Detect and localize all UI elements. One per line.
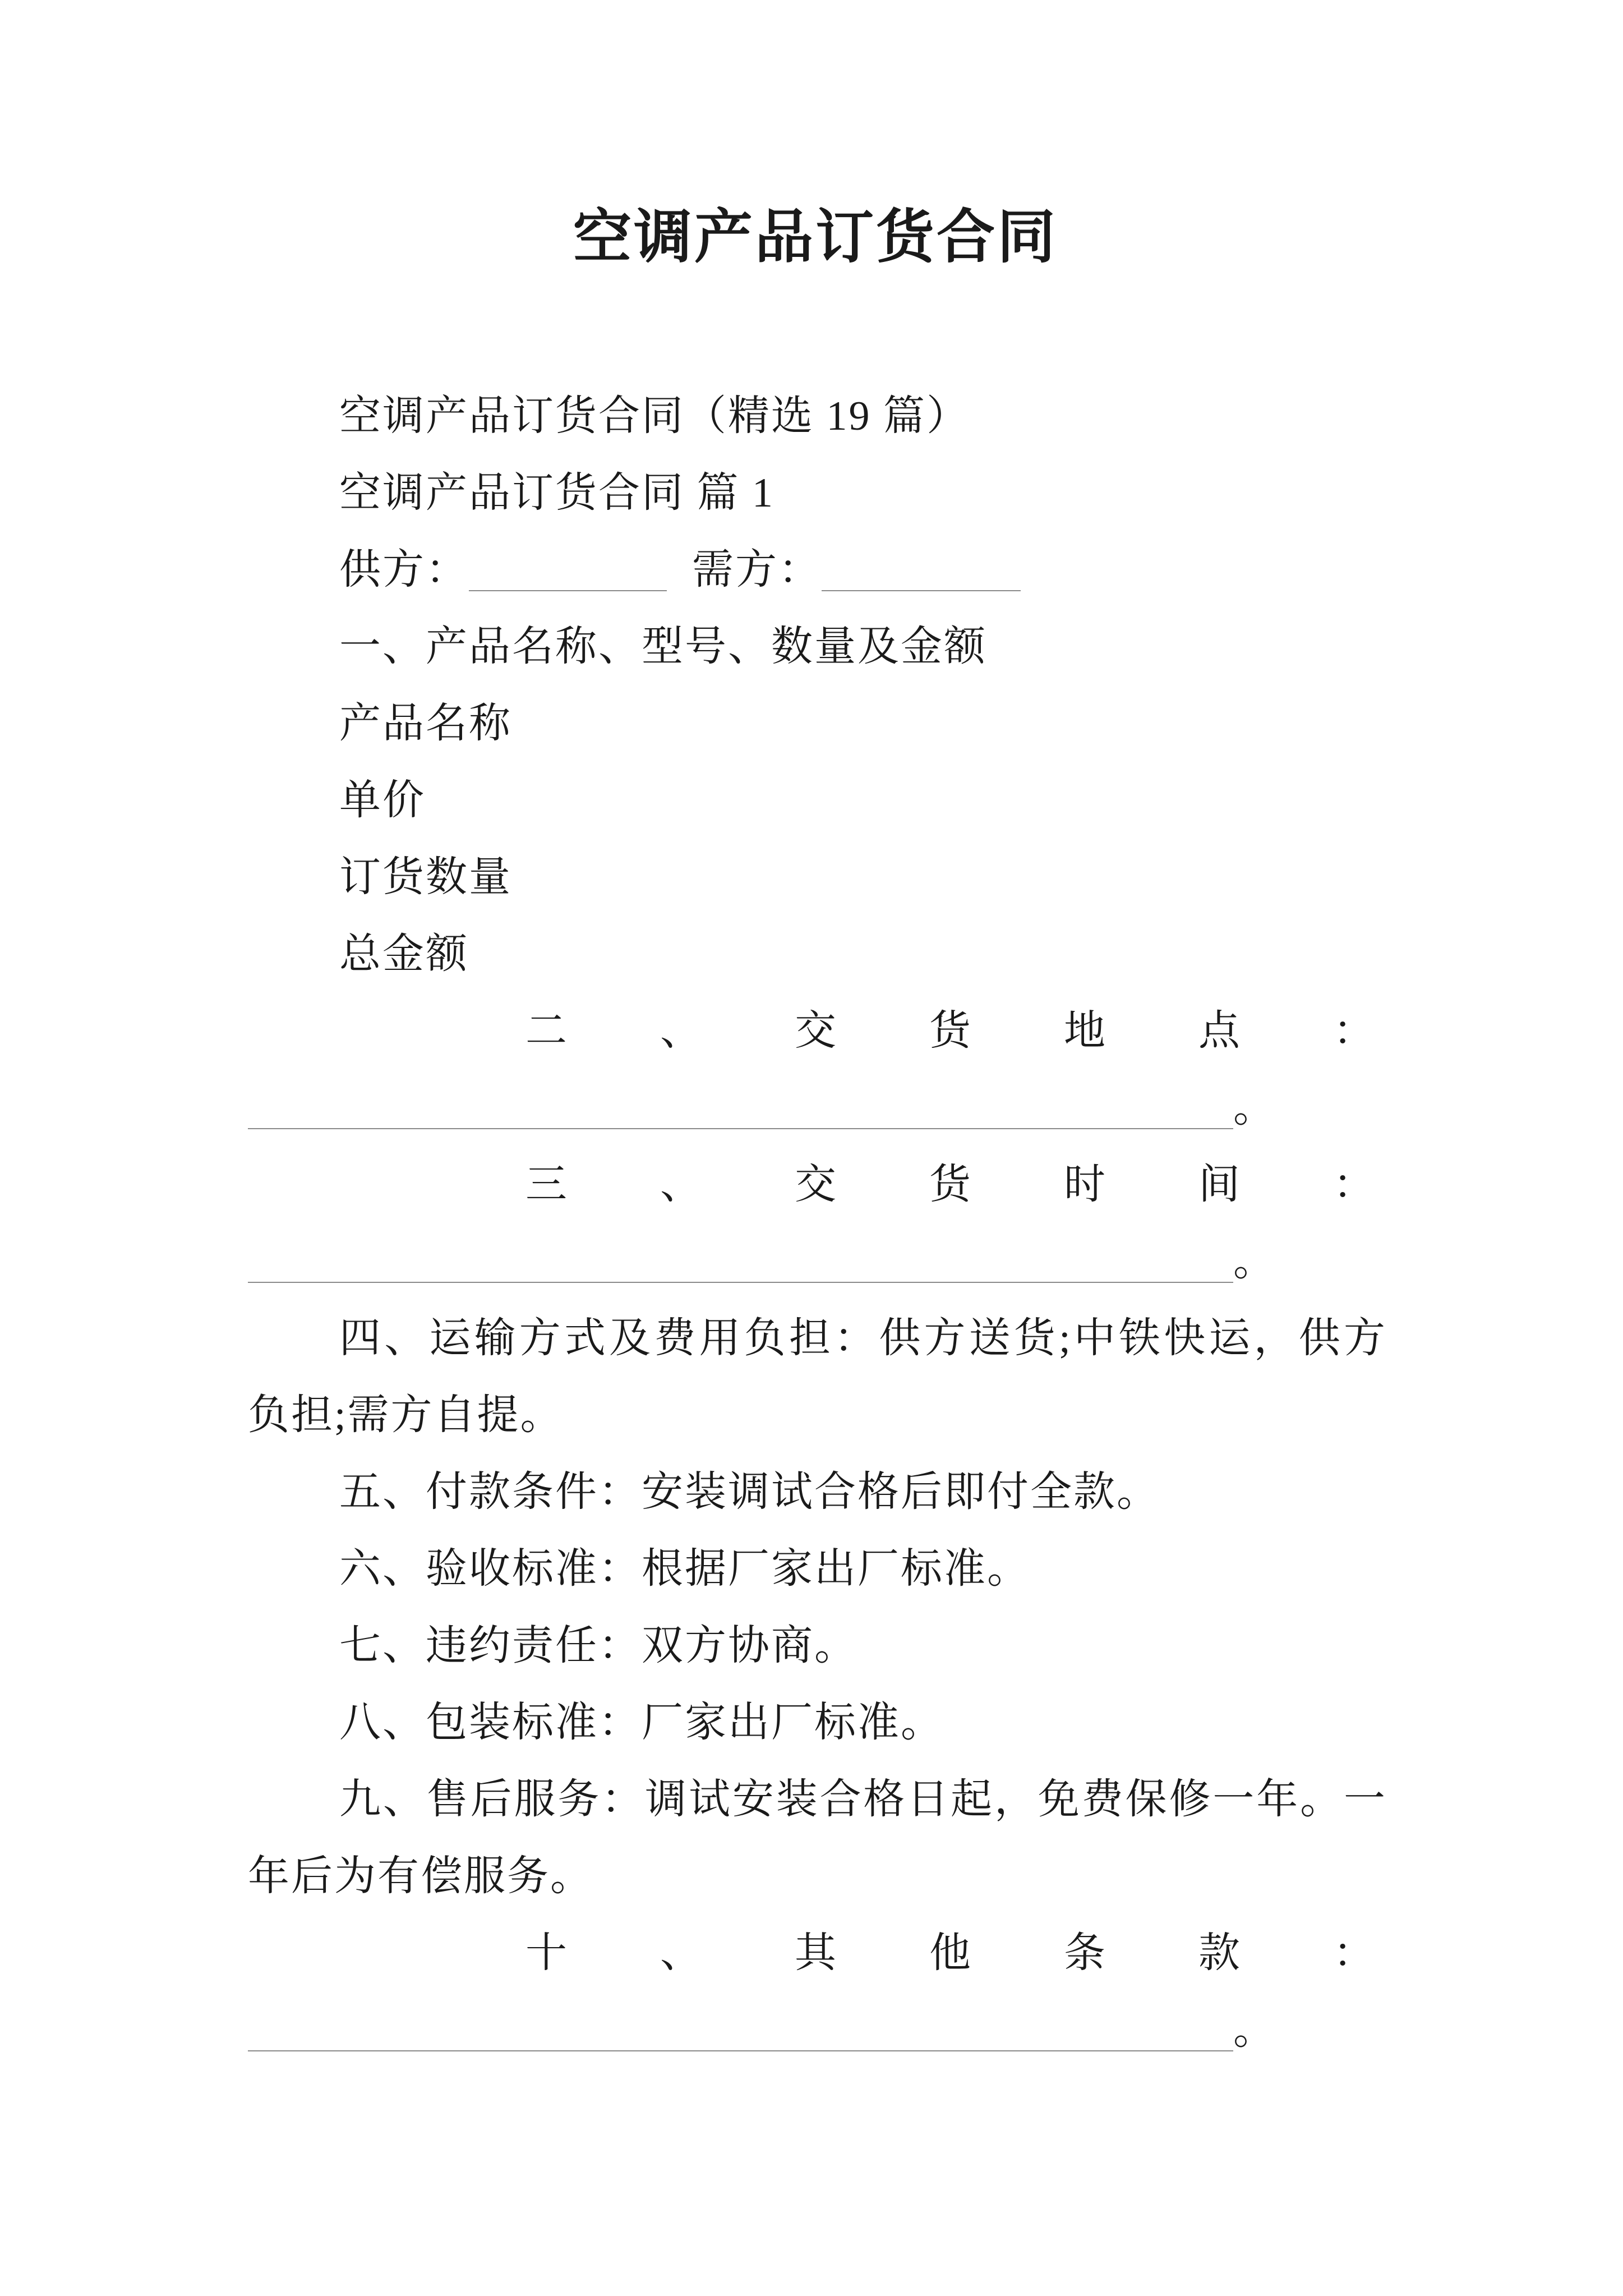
spread-char: 其: [795, 1930, 838, 1976]
part-title: 空调产品订货合同 篇 1: [339, 470, 774, 516]
spread-char: 交: [795, 1008, 838, 1054]
clause-5: 五、付款条件：安装调试合格后即付全款。: [339, 1469, 1160, 1515]
clause-10-blank-row: [248, 1992, 1387, 2069]
spread-char: 三: [525, 1162, 569, 1208]
clause-4-line-2: 负担;需方自提。: [248, 1392, 564, 1438]
spread-char: ：: [1333, 1008, 1376, 1054]
clause-1-field-unit-price: 单价: [339, 777, 426, 823]
spread-char: ：: [1333, 1162, 1376, 1208]
clause-2-label: [248, 993, 1387, 1070]
clause-1-heading: 一、产品名称、型号、数量及金额: [339, 624, 987, 670]
clause-1-field-quantity: 订货数量: [339, 854, 512, 900]
clause-3-blank-row: [248, 1223, 1387, 1300]
spread-char: 、: [660, 1008, 703, 1054]
clause-3-end-mark: 。: [1233, 1239, 1276, 1285]
supplier-blank: [469, 532, 667, 591]
buyer-blank: [822, 532, 1021, 591]
clause-2-blank-row: [248, 1070, 1387, 1147]
clause-8: 八、包装标准：厂家出厂标准。: [339, 1700, 944, 1746]
clause-3-label: [248, 1147, 1387, 1223]
clause-3-blank: [248, 1282, 1233, 1283]
clause-9-line-1: 九、售后服务：调试安装合格日起，免费保修一年。一: [339, 1777, 1387, 1823]
spread-char: 地: [1064, 1008, 1107, 1054]
clause-1-field-total-amount: 总金额: [339, 931, 469, 977]
document-title: 空调产品订货合同: [573, 205, 1058, 270]
parties-line: [248, 532, 1387, 609]
spread-char: 货: [929, 1162, 972, 1208]
spread-char: 货: [929, 1008, 972, 1054]
spread-char: 交: [795, 1162, 838, 1208]
spread-char: 、: [660, 1162, 703, 1208]
clause-10-label: [248, 1915, 1387, 1992]
spread-char: ：: [1333, 1930, 1376, 1976]
clause-7: 七、违约责任：双方协商。: [339, 1623, 857, 1669]
spread-char: 二: [525, 1008, 569, 1054]
spread-char: 款: [1198, 1930, 1242, 1976]
collection-title: 空调产品订货合同（精选 19 篇）: [339, 393, 970, 439]
buyer-label: 需方：: [692, 547, 822, 593]
clause-2-end-mark: 。: [1233, 1085, 1276, 1131]
clause-2-blank: [248, 1128, 1233, 1129]
clause-9-line-2: 年后为有偿服务。: [248, 1853, 593, 1899]
supplier-label: 供方：: [339, 547, 469, 593]
spread-char: 十: [525, 1930, 569, 1976]
clause-6: 六、验收标准：根据厂家出厂标准。: [339, 1546, 1030, 1592]
clause-1-field-product-name: 产品名称: [339, 701, 512, 747]
spread-char: 间: [1198, 1162, 1242, 1208]
clause-10-end-mark: 。: [1233, 2007, 1276, 2053]
clause-4-line-1: 四、运输方式及费用负担：供方送货;中铁快运，供方: [339, 1315, 1387, 1361]
spread-char: 点: [1198, 1008, 1242, 1054]
clause-10-blank: [248, 2050, 1233, 2051]
spread-char: 、: [660, 1930, 703, 1976]
spread-char: 条: [1064, 1930, 1107, 1976]
document-body: [248, 378, 1387, 2069]
spread-char: 时: [1064, 1162, 1107, 1208]
spread-char: 他: [929, 1930, 972, 1976]
